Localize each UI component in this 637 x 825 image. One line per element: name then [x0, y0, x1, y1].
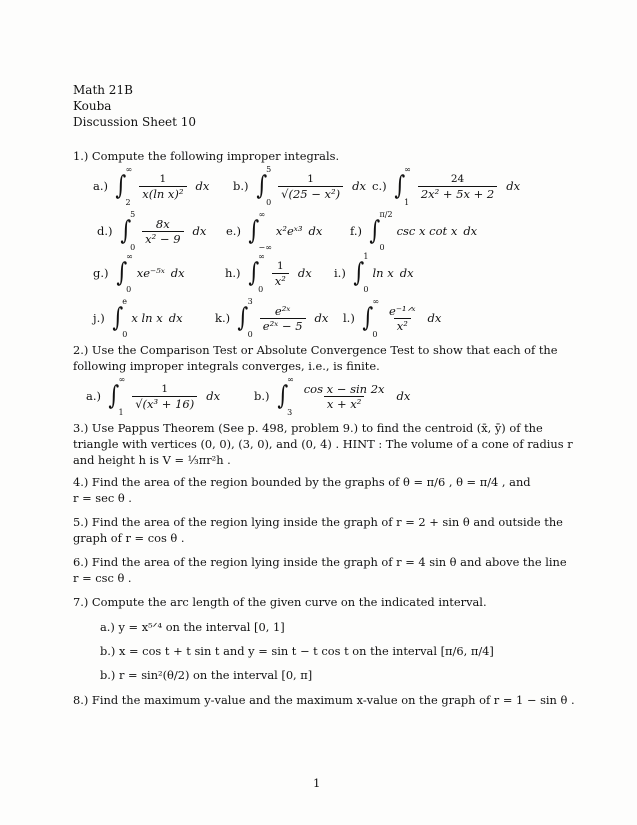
integral-sign: ∫ [276, 381, 288, 411]
lower-limit: 0 [379, 243, 385, 252]
upper-limit: ∞ [125, 165, 133, 174]
q1-c-label: c.) [372, 179, 387, 193]
q2-b-label: b.) [254, 389, 270, 403]
upper-limit: ∞ [287, 375, 294, 384]
q1-a-label: a.) [93, 179, 108, 193]
upper-limit: 3 [247, 297, 253, 306]
numerator: 1 [307, 172, 314, 185]
integrand: xe⁻⁵ˣ [136, 266, 165, 280]
integral-sign: ∫ [237, 303, 249, 333]
fraction [272, 260, 289, 287]
upper-limit: e [122, 297, 127, 306]
differential: dx [195, 179, 210, 193]
q5-line1: 5.) Find the area of the region lying inside the graph of r = 2 + sin θ and outside the [73, 515, 563, 529]
upper-limit: ∞ [258, 210, 266, 219]
integral-sign: ∫ [255, 171, 267, 201]
lower-limit: 0 [266, 198, 272, 207]
integrand: x²eˣ³ [275, 224, 303, 238]
q1-d [97, 210, 207, 252]
q1-b [233, 165, 366, 207]
fraction [386, 305, 418, 332]
fraction [132, 383, 197, 410]
denominator: x² [272, 273, 289, 287]
integrand: ln x [372, 266, 394, 280]
fraction [418, 173, 497, 200]
lower-limit: 3 [287, 408, 293, 417]
q1-c [372, 165, 521, 207]
lower-limit: 0 [130, 243, 136, 252]
fraction [139, 173, 186, 200]
fraction [142, 218, 183, 245]
instructor-name: Kouba [73, 99, 112, 113]
q1-prompt: 1.) Compute the following improper integrals. [73, 149, 340, 163]
q1-j [93, 297, 183, 339]
denominator: x + x² [324, 396, 365, 410]
q7-a: a.) y = x⁵ᐟ⁴ on the interval [0, 1] [100, 620, 285, 634]
differential: dx [206, 389, 221, 403]
lower-limit: 0 [247, 330, 253, 339]
q1-g-label: g.) [93, 266, 109, 280]
upper-limit: 5 [130, 210, 136, 219]
numerator: 8x [155, 216, 170, 231]
q1-i-label: i.) [334, 266, 346, 280]
integral-sign: ∫ [108, 381, 120, 411]
denominator: e²ˣ − 5 [260, 318, 306, 332]
differential: dx [308, 224, 323, 238]
q3-line1: 3.) Use Pappus Theorem (See p. 498, problem 9.) to find the centroid (x̄, ȳ) of the [73, 421, 543, 435]
q1-l [343, 297, 442, 339]
lower-limit: 1 [404, 198, 410, 207]
integral-sign: ∫ [248, 216, 260, 246]
lower-limit: 0 [122, 330, 128, 339]
integral-sign: ∫ [393, 171, 405, 201]
upper-limit: 5 [266, 165, 272, 174]
q1-a [93, 165, 210, 207]
page-number: 1 [313, 776, 321, 790]
lower-limit: −∞ [258, 243, 272, 252]
q1-e [226, 210, 323, 252]
differential: dx [396, 389, 411, 403]
numerator: 1 [159, 172, 167, 185]
denominator: x² − 9 [142, 231, 183, 245]
numerator: e²ˣ [274, 303, 291, 318]
differential: dx [168, 311, 183, 325]
upper-limit: ∞ [404, 165, 411, 174]
q1-e-label: e.) [226, 224, 241, 238]
integral-sign: ∫ [362, 303, 374, 333]
q6-line1: 6.) Find the area of the region lying inside the graph of r = 4 sin θ and above the line [73, 555, 567, 569]
differential: dx [314, 311, 329, 325]
denominator: √(x³ + 16) [132, 396, 197, 410]
upper-limit: ∞ [126, 252, 133, 261]
q1-k [215, 297, 329, 339]
upper-limit: 1 [363, 252, 369, 261]
lower-limit: 0 [372, 330, 378, 339]
differential: dx [297, 266, 312, 280]
lower-limit: 0 [258, 285, 264, 294]
fraction [301, 383, 388, 410]
integral-sign: ∫ [115, 258, 127, 288]
fraction [260, 305, 306, 332]
q7-prompt: 7.) Compute the arc length of the given curve on the indicated interval. [73, 595, 487, 609]
sheet-title: Discussion Sheet 10 [73, 115, 197, 129]
integral-sign: ∫ [112, 303, 123, 333]
integrand: x ln x [131, 311, 163, 325]
q1-g [93, 252, 185, 294]
numerator: 1 [276, 259, 284, 272]
q1-h [225, 252, 312, 294]
course-name: Math 21B [73, 83, 133, 97]
q8-line1: 8.) Find the maximum y-value and the maximum x-value on the graph of r = 1 − sin θ . [73, 693, 575, 707]
q4-line2: r = sec θ . [73, 491, 132, 505]
numerator: 24 [450, 172, 465, 185]
q2-a [86, 375, 221, 417]
integral-sign: ∫ [247, 258, 259, 288]
denominator: x² [394, 318, 411, 332]
integrand: csc x cot x [396, 224, 458, 238]
q2-a-label: a.) [86, 389, 101, 403]
numerator: 1 [161, 382, 169, 395]
q5-line2: graph of r = cos θ . [73, 531, 185, 545]
q2-line2: following improper integrals converges, i.e., is finite. [73, 359, 380, 373]
lower-limit: 2 [125, 198, 131, 207]
differential: dx [506, 179, 521, 193]
header [73, 82, 196, 130]
lower-limit: 0 [126, 285, 132, 294]
upper-limit: ∞ [118, 375, 126, 384]
q2-b [254, 375, 411, 417]
q1-d-label: d.) [97, 224, 113, 238]
denominator: x(ln x)² [139, 186, 186, 200]
denominator: 2x² + 5x + 2 [418, 186, 497, 200]
numerator: e⁻¹ᐟˣ [389, 303, 416, 318]
q1-j-label: j.) [93, 311, 105, 325]
q4-line1: 4.) Find the area of the region bounded by the graphs of θ = π/6 , θ = π/4 , and [73, 475, 531, 489]
numerator: cos x − sin 2x [303, 381, 385, 396]
differential: dx [192, 224, 207, 238]
q3-line2: triangle with vertices (0, 0), (3, 0), and (0, 4) . HINT : The volume of a cone of radius r [73, 437, 573, 451]
q1-k-label: k.) [215, 311, 231, 325]
q1-b-label: b.) [233, 179, 249, 193]
integral-sign: ∫ [369, 216, 381, 246]
differential: dx [170, 266, 185, 280]
q7-c: b.) r = sin²(θ/2) on the interval [0, π] [100, 668, 313, 682]
fraction [278, 173, 343, 200]
q1-h-label: h.) [225, 266, 241, 280]
q2-line1: 2.) Use the Comparison Test or Absolute Convergence Test to show that each of the [73, 343, 558, 357]
q1-f [350, 210, 478, 252]
differential: dx [427, 311, 442, 325]
q6-line2: r = csc θ . [73, 571, 132, 585]
q3-line3: and height h is V = ⅓πr²h . [73, 453, 231, 467]
lower-limit: 0 [363, 285, 369, 294]
q1-i [334, 252, 414, 294]
differential: dx [399, 266, 414, 280]
lower-limit: 1 [118, 408, 124, 417]
q1-f-label: f.) [350, 224, 362, 238]
upper-limit: π/2 [379, 210, 393, 219]
q1-l-label: l.) [343, 311, 355, 325]
q7-b: b.) x = cos t + t sin t and y = sin t − t cos t on the interval [π/6, π/4] [100, 644, 494, 658]
differential: dx [463, 224, 478, 238]
denominator: √(25 − x²) [278, 186, 343, 200]
upper-limit: ∞ [258, 252, 265, 261]
integral-sign: ∫ [115, 171, 127, 201]
integral-sign: ∫ [119, 216, 131, 246]
upper-limit: ∞ [372, 297, 380, 306]
integral-sign: ∫ [353, 258, 365, 288]
differential: dx [352, 179, 366, 193]
